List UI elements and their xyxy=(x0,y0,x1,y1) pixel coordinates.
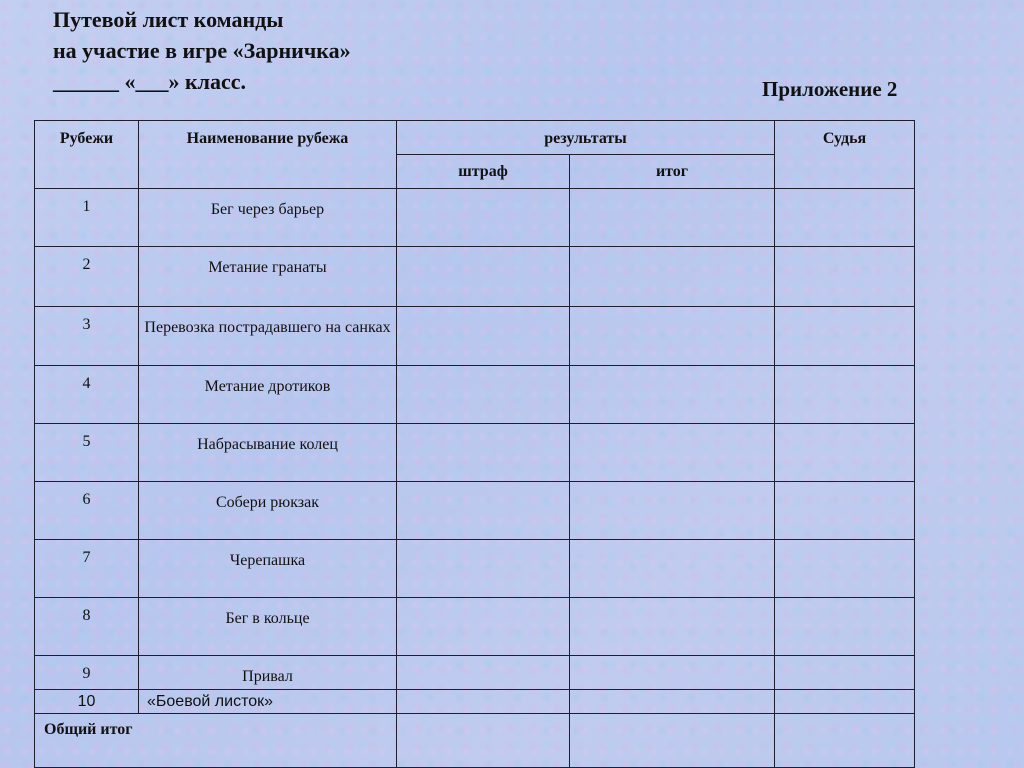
total-cell[interactable] xyxy=(570,714,775,768)
judge-cell[interactable] xyxy=(775,656,915,690)
penalty-cell[interactable] xyxy=(397,598,570,656)
table-row xyxy=(35,307,915,366)
stage-name: «Боевой листок» xyxy=(139,690,397,714)
total-cell[interactable] xyxy=(570,366,775,424)
penalty-cell[interactable] xyxy=(397,424,570,482)
route-sheet-table xyxy=(34,120,915,768)
judge-cell[interactable] xyxy=(775,307,915,366)
stage-name: Собери рюкзак xyxy=(139,482,397,540)
judge-cell[interactable] xyxy=(775,247,915,307)
stage-number: 5 xyxy=(35,424,139,482)
table-row xyxy=(35,189,915,247)
table-row xyxy=(35,247,915,307)
penalty-cell[interactable] xyxy=(397,482,570,540)
total-cell[interactable] xyxy=(570,482,775,540)
stage-name: Бег через барьер xyxy=(139,189,397,247)
stage-number: 9 xyxy=(35,656,139,690)
grand-total-row xyxy=(35,714,915,768)
header-total: итог xyxy=(570,155,775,189)
judge-cell[interactable] xyxy=(775,598,915,656)
title-line-3: ______ «___» класс. xyxy=(53,69,247,94)
judge-cell[interactable] xyxy=(775,424,915,482)
header-results: результаты xyxy=(397,121,775,155)
table-row xyxy=(35,598,915,656)
grand-total-label: Общий итог xyxy=(35,714,397,768)
stage-number: 3 xyxy=(35,307,139,366)
penalty-cell[interactable] xyxy=(397,366,570,424)
penalty-cell[interactable] xyxy=(397,656,570,690)
stage-number: 6 xyxy=(35,482,139,540)
header-stages: Рубежи xyxy=(35,121,139,189)
penalty-cell[interactable] xyxy=(397,690,570,714)
stage-number: 2 xyxy=(35,247,139,307)
total-cell[interactable] xyxy=(570,307,775,366)
table-row xyxy=(35,690,915,714)
stage-name: Черепашка xyxy=(139,540,397,598)
table-row xyxy=(35,482,915,540)
title-line-1: Путевой лист команды xyxy=(53,7,284,32)
judge-cell[interactable] xyxy=(775,366,915,424)
total-cell[interactable] xyxy=(570,189,775,247)
total-cell[interactable] xyxy=(570,656,775,690)
table-row xyxy=(35,424,915,482)
judge-cell[interactable] xyxy=(775,189,915,247)
total-cell[interactable] xyxy=(570,690,775,714)
stage-number: 10 xyxy=(35,690,139,714)
table-row xyxy=(35,656,915,690)
page-title xyxy=(53,4,351,97)
penalty-cell[interactable] xyxy=(397,714,570,768)
appendix-label: Приложение 2 xyxy=(762,77,898,101)
stage-name: Бег в кольце xyxy=(139,598,397,656)
stage-number: 1 xyxy=(35,189,139,247)
penalty-cell[interactable] xyxy=(397,247,570,307)
stage-number: 8 xyxy=(35,598,139,656)
stage-number: 4 xyxy=(35,366,139,424)
penalty-cell[interactable] xyxy=(397,189,570,247)
total-cell[interactable] xyxy=(570,598,775,656)
judge-cell[interactable] xyxy=(775,714,915,768)
table-row xyxy=(35,540,915,598)
judge-cell[interactable] xyxy=(775,540,915,598)
header-judge: Судья xyxy=(775,121,915,189)
stage-number: 7 xyxy=(35,540,139,598)
penalty-cell[interactable] xyxy=(397,540,570,598)
table-row xyxy=(35,366,915,424)
header-penalty: штраф xyxy=(397,155,570,189)
penalty-cell[interactable] xyxy=(397,307,570,366)
stage-name: Привал xyxy=(139,656,397,690)
judge-cell[interactable] xyxy=(775,690,915,714)
header-stage-name: Наименование рубежа xyxy=(139,121,397,189)
header-row xyxy=(35,121,915,155)
stage-name: Набрасывание колец xyxy=(139,424,397,482)
total-cell[interactable] xyxy=(570,424,775,482)
stage-name: Метание дротиков xyxy=(139,366,397,424)
total-cell[interactable] xyxy=(570,247,775,307)
total-cell[interactable] xyxy=(570,540,775,598)
judge-cell[interactable] xyxy=(775,482,915,540)
stage-name: Метание гранаты xyxy=(139,247,397,307)
title-line-2: на участие в игре «Зарничка» xyxy=(53,38,351,63)
stage-name: Перевозка пострадавшего на санках xyxy=(139,307,397,366)
